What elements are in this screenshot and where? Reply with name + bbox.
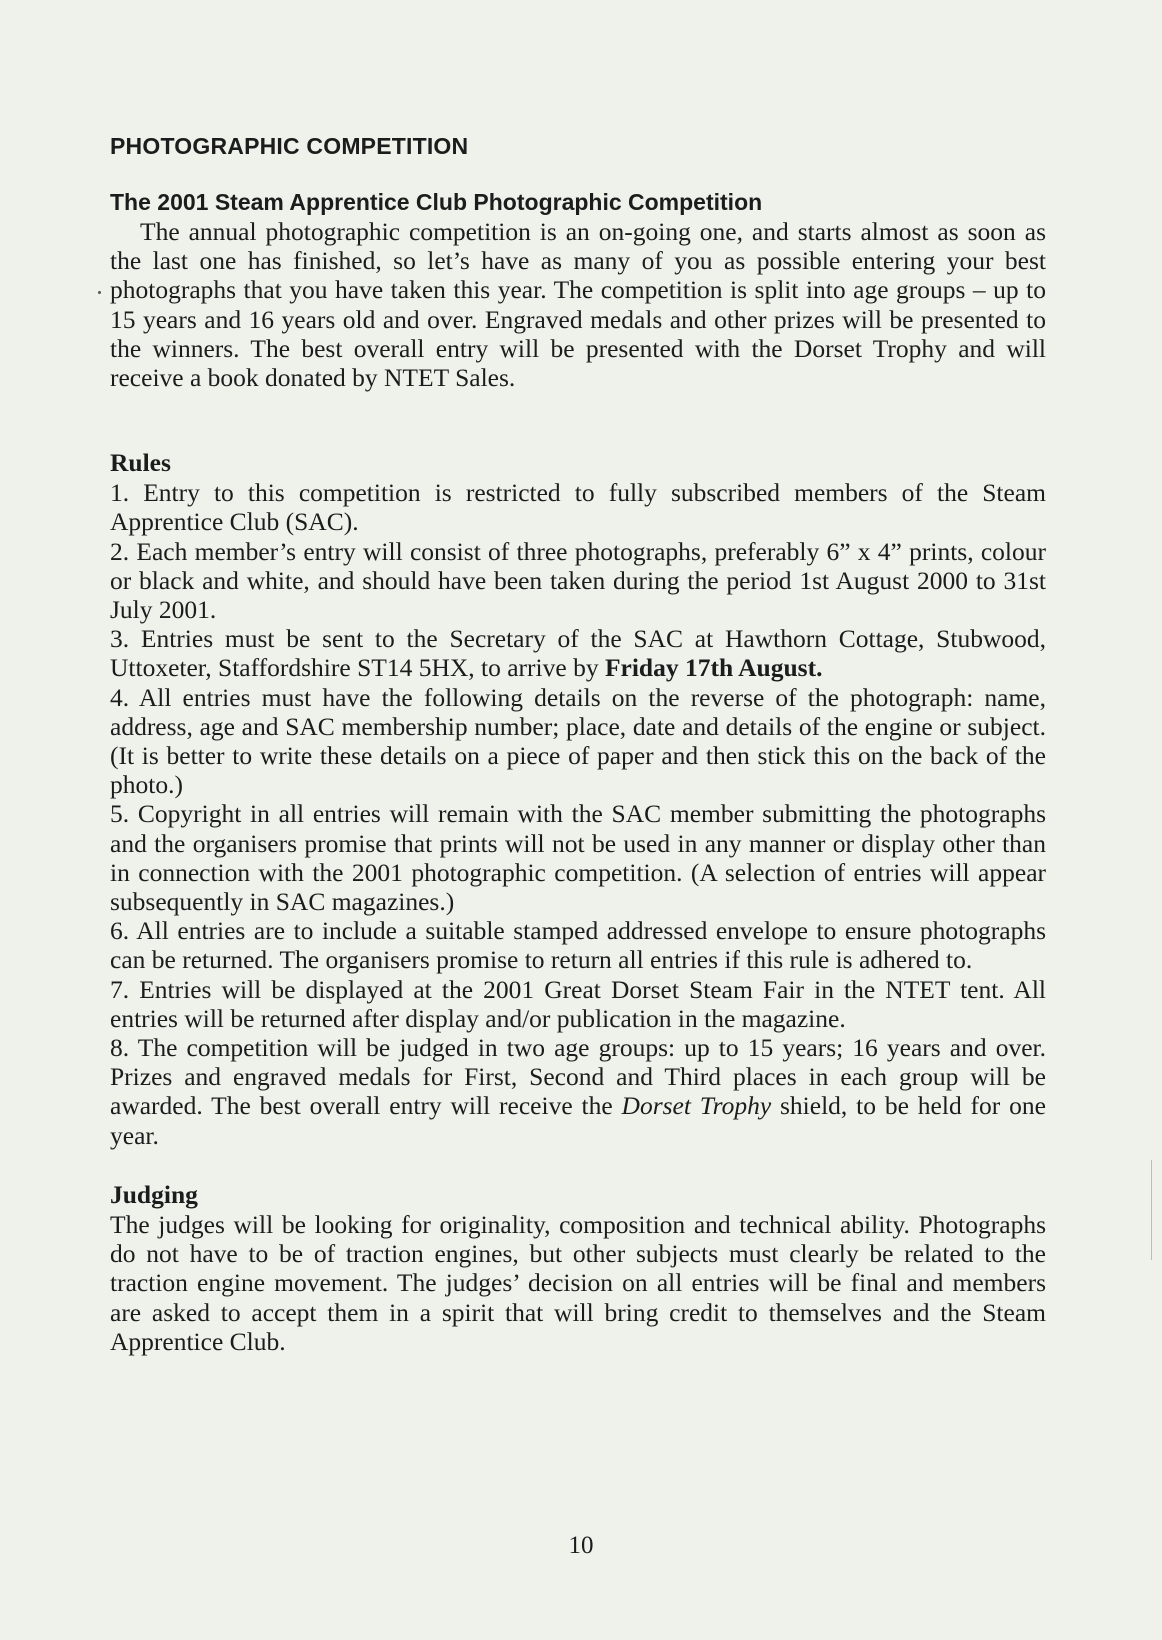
rule-2: 2. Each member’s entry will consist of three photographs, preferably 6” x 4” prints, colour or black and white, and should have been taken during the period 1st August 2000 to 31st July 2001. (110, 536, 1046, 625)
scan-edge-mark (1151, 1160, 1156, 1260)
scan-speck (98, 291, 101, 294)
page-title: PHOTOGRAPHIC COMPETITION (110, 133, 469, 159)
page-number: 10 (568, 1532, 594, 1559)
judging-paragraph: The judges will be looking for originality, composition and technical ability. Photographs do not have to be of traction engines, but other subjects must clearly be related to the traction engine movement. The judges’ decision on all entries will be final and members are asked to accept them in a spirit that will bring credit to themselves and the Steam Apprentice Club. (110, 1209, 1046, 1356)
rule-3-text: 3. Entries must be sent to the Secretary of the SAC at Hawthorn Cottage, Stubwood, Uttoxeter, Staffordshire ST14 5HX, to arrive by (110, 624, 1046, 683)
intro-paragraph: The annual photographic competition is an on-going one, and starts almost as soon as the last one has finished, so let’s have as many of you as possible entering your best photographs that you have taken this year. The competition is split into age groups – up to 15 years and 16 years old and over. Engraved medals and other prizes will be presented to the winners. The best overall entry will be presented with the Dorset Trophy and will receive a book donated by NTET Sales. (110, 217, 1046, 393)
rule-6: 6. All entries are to include a suitable stamped addressed envelope to ensure photographs can be returned. The organisers promise to return all entries if this rule is adhered to. (110, 916, 1046, 975)
page-content (110, 131, 1046, 1356)
rule-7: 7. Entries will be displayed at the 2001 Great Dorset Steam Fair in the NTET tent. All entries will be returned after display and/or publication in the magazine. (110, 974, 1046, 1033)
section-subtitle: The 2001 Steam Apprentice Club Photographic Competition (110, 189, 763, 215)
rule-3 (110, 624, 1046, 682)
rule-8 (110, 1033, 1046, 1150)
rule-3-deadline: Friday 17th August. (604, 653, 823, 683)
rules-heading: Rules (110, 448, 171, 478)
judging-heading: Judging (110, 1179, 198, 1209)
rule-5: 5. Copyright in all entries will remain with the SAC member submitting the photographs and the organisers promise that prints will not be used in any manner or display other than in connection with the 2001 photographic competition. (A selection of entries will appear subsequently in SAC magazines.) (110, 799, 1046, 917)
rule-8-text: 8. The competition will be judged in two age groups: up to 15 years; 16 years and over. Prizes and engraved medals for First, Second and Third places in each group will be awarded. The best overall entry will receive the (110, 1033, 1046, 1121)
rule-4: 4. All entries must have the following details on the reverse of the photograph: name, address, age and SAC membership number; place, date and details of the engine or subject. (It is better to write these details on a piece of paper and then stick this on the back of the photo.) (110, 682, 1046, 800)
rule-8-end: shield, to be held for one year. (110, 1091, 1046, 1150)
rule-8-trophy: Dorset Trophy (621, 1091, 772, 1121)
rule-1: 1. Entry to this competition is restricted to fully subscribed members of the Steam Apprentice Club (SAC). (110, 478, 1046, 537)
